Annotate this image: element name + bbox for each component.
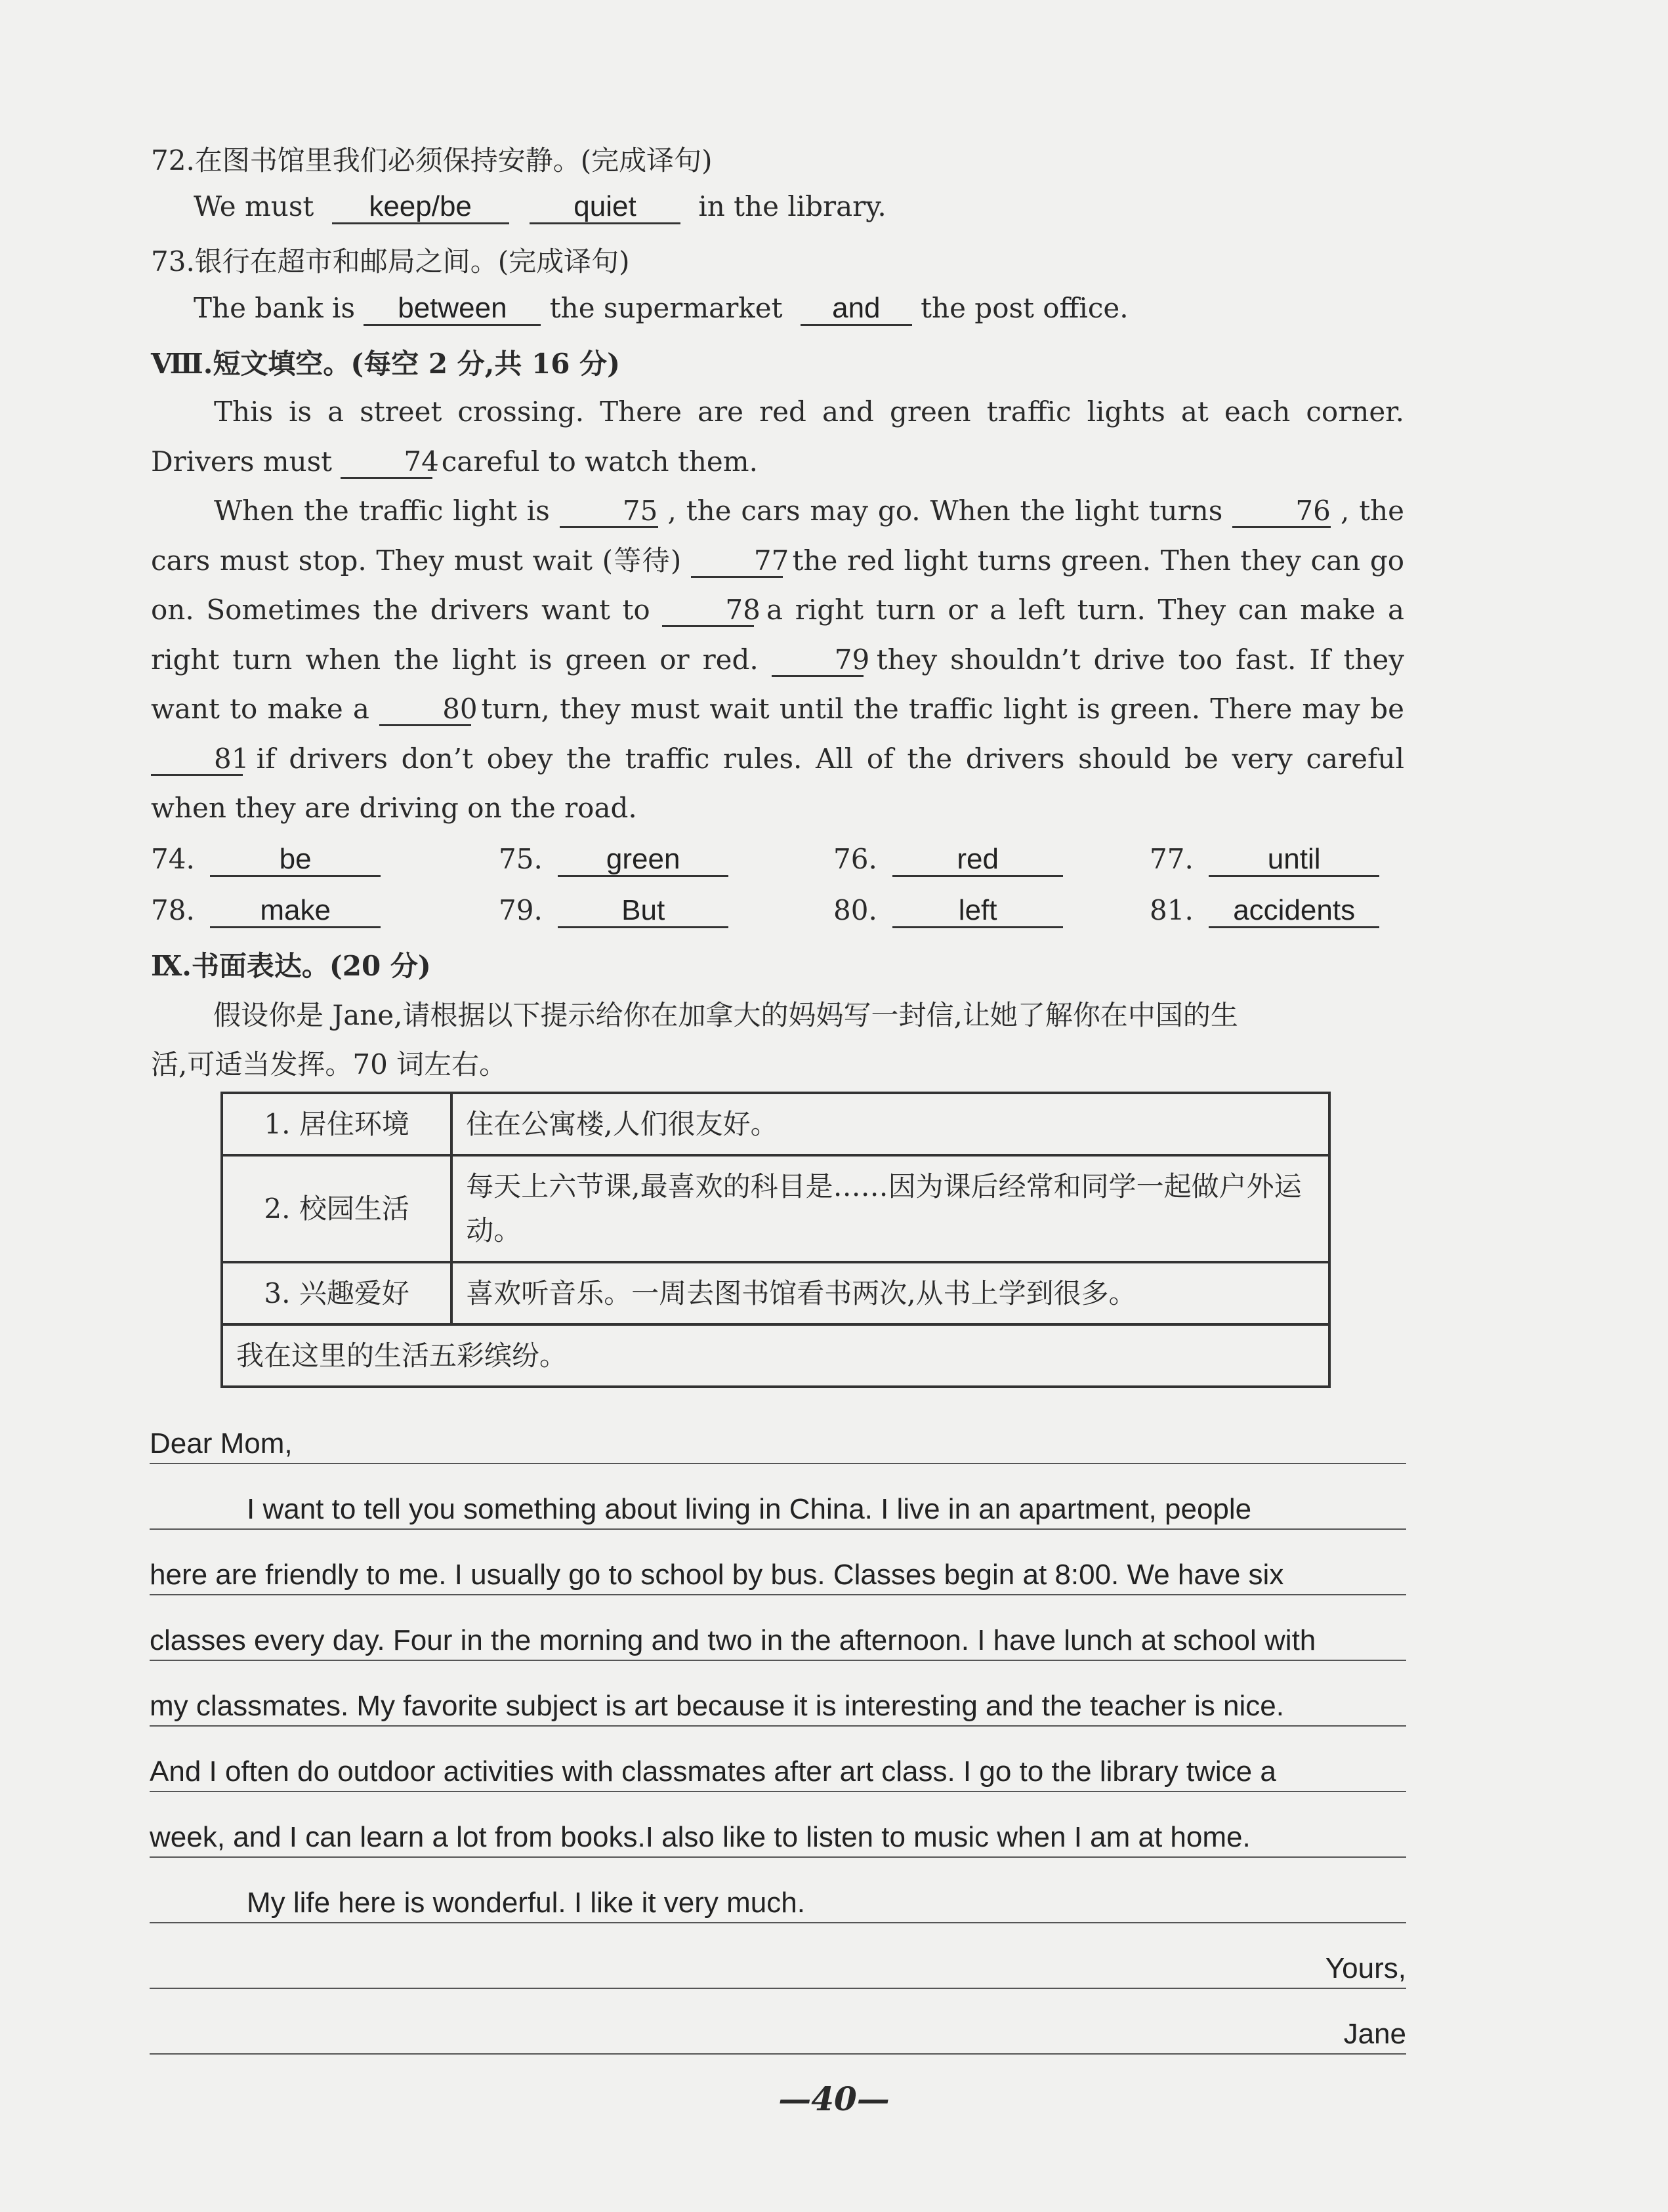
q72-sentence: We must keep/be quiet in the library. xyxy=(194,190,886,224)
answer-75: 75. green xyxy=(499,843,728,877)
writing-tips-table xyxy=(220,1092,1331,1388)
letter-line: Yours, xyxy=(150,1955,1406,1989)
blank-75: 75 xyxy=(560,496,658,528)
blank-81: 81 xyxy=(151,744,243,776)
letter-line: week, and I can learn a lot from books.I also like to listen to music when I am at home. xyxy=(150,1824,1406,1858)
letter-line: I want to tell you something about living in China. I live in an apartment, people xyxy=(150,1496,1406,1530)
q73-answer-2: and xyxy=(801,293,912,326)
q72-answer-2: quiet xyxy=(530,191,680,224)
table-row: 1. 居住环境 住在公寓楼,人们很友好。 xyxy=(222,1093,1329,1155)
letter-line: here are friendly to me. I usually go to school by bus. Classes begin at 8:00. We have six xyxy=(150,1561,1406,1595)
q73-sentence: The bank is between the supermarket and the post office. xyxy=(194,292,1129,326)
table-row: 3. 兴趣爱好 喜欢听音乐。一周去图书馆看书两次,从书上学到很多。 xyxy=(222,1262,1329,1324)
table-footer-row: 我在这里的生活五彩缤纷。 xyxy=(222,1324,1329,1387)
q73-answer-1: between xyxy=(364,293,541,326)
blank-79: 79 xyxy=(772,645,864,677)
answer-80: 80. left xyxy=(833,894,1063,928)
letter-line: classes every day. Four in the morning and two in the afternoon. I have lunch at school with xyxy=(150,1627,1406,1661)
answer-79: 79. But xyxy=(499,894,728,928)
answer-77: 77. until xyxy=(1150,843,1379,877)
section9-heading: Ⅸ.书面表达。(20 分) xyxy=(151,950,431,982)
letter-line: My life here is wonderful. I like it very much. xyxy=(150,1889,1406,1923)
section9-intro-line2: 活,可适当发挥。70 词左右。 xyxy=(151,1048,507,1080)
section9-intro-line1: 假设你是 Jane,请根据以下提示给你在加拿大的妈妈写一封信,让她了解你在中国的生 xyxy=(213,999,1238,1031)
q73-prompt: 73.银行在超市和邮局之间。(完成译句) xyxy=(151,245,630,277)
answer-81: 81. accidents xyxy=(1150,894,1379,928)
section8-heading: Ⅷ.短文填空。(每空 2 分,共 16 分) xyxy=(151,348,620,380)
blank-76: 76 xyxy=(1232,496,1331,528)
letter-line: my classmates. My favorite subject is art because it is interesting and the teacher is nice. xyxy=(150,1692,1406,1727)
page-number: —40— xyxy=(778,2079,890,2118)
letter-line: Dear Mom, xyxy=(150,1430,1406,1464)
blank-80: 80 xyxy=(379,694,471,726)
answer-78: 78. make xyxy=(151,894,381,928)
letter-line: Jane xyxy=(150,2020,1406,2055)
letter-line: And I often do outdoor activities with classmates after art class. I go to the library twice a xyxy=(150,1758,1406,1792)
blank-77: 77 xyxy=(691,546,783,578)
blank-74: 74 xyxy=(341,447,432,479)
table-row: 2. 校园生活 每天上六节课,最喜欢的科目是……因为课后经常和同学一起做户外运动。 xyxy=(222,1155,1329,1261)
answer-74: 74. be xyxy=(151,843,381,877)
section8-passage-p1: This is a street crossing. There are red and green traffic lights at each corner. Drivers must 74 careful to watch them. xyxy=(151,387,1404,486)
q72-answer-1: keep/be xyxy=(332,191,509,224)
blank-78: 78 xyxy=(662,595,754,627)
section8-passage-p2: When the traffic light is 75 , the cars may go. When the light turns 76 , the cars must stop. They must wait (等待) 77 the red light turns green. Then they can go on. Sometimes the drivers want to 78 a right turn or a left turn. They can make a right turn when the light is green or red. 79 they shouldn’t drive too fast. If they want to make a 80 turn, they must wait until the traffic light is green. There may be 81 if drivers don’t obey the traffic rules. All of the drivers should be very careful when they are driving on the road. xyxy=(151,495,1404,824)
answer-76: 76. red xyxy=(833,843,1063,877)
q72-prompt: 72.在图书馆里我们必须保持安静。(完成译句) xyxy=(151,144,713,176)
